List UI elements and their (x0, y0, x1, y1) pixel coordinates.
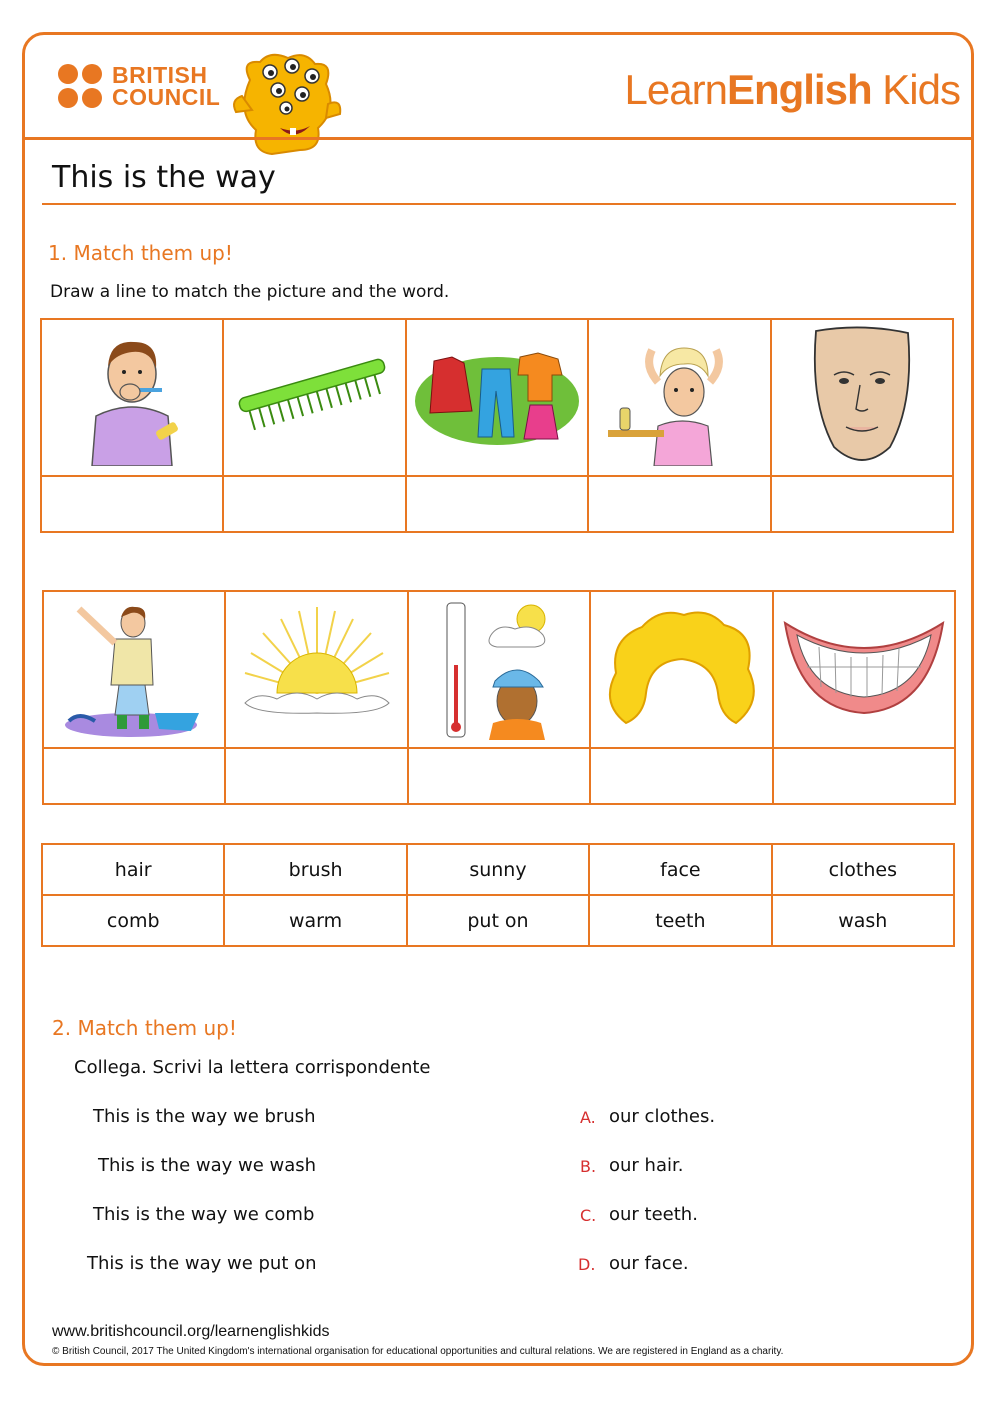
picture-cell (225, 591, 407, 748)
answer-box[interactable] (408, 748, 590, 804)
word-cell: sunny (407, 844, 589, 895)
answer-box[interactable] (771, 476, 953, 532)
option-letter: D. (578, 1255, 596, 1274)
answer-box[interactable] (41, 476, 223, 532)
sentence-start: This is the way we comb (93, 1204, 315, 1225)
picture-cell (590, 591, 772, 748)
sentence-end: our hair. (609, 1155, 684, 1176)
footer-url[interactable]: www.britishcouncil.org/learnenglishkids (52, 1323, 330, 1340)
picture-cell (408, 591, 590, 748)
footer-copyright: © British Council, 2017 The United Kingdom's international organisation for educational opportunities and cultural relations. We are registered in England as a charity. (52, 1346, 784, 1357)
header-divider (22, 137, 974, 140)
british-council-line1: BRITISH (112, 62, 208, 88)
word-cell: hair (42, 844, 224, 895)
picture-cell (41, 319, 223, 476)
picture-cell (43, 591, 225, 748)
section1-heading: 1. Match them up! (48, 241, 233, 265)
picture-cell (773, 591, 955, 748)
british-council-dots-icon (58, 64, 102, 108)
answer-box[interactable] (225, 748, 407, 804)
british-council-logo (58, 64, 220, 108)
monster-mascot-icon (230, 50, 345, 160)
sunny-icon (237, 603, 397, 733)
option-letter: A. (580, 1108, 596, 1127)
sentence-end: our clothes. (609, 1106, 716, 1127)
title-divider (42, 203, 956, 205)
picture-cell (406, 319, 588, 476)
word-cell: warm (224, 895, 406, 946)
picture-cell (588, 319, 770, 476)
face-icon (802, 323, 922, 468)
hair-icon (596, 603, 766, 733)
sentence-start: This is the way we wash (98, 1155, 317, 1176)
sentence-start: This is the way we put on (87, 1253, 317, 1274)
section2-instruction: Collega. Scrivi la lettera corrispondente (74, 1057, 431, 1078)
option-letter: B. (580, 1157, 597, 1176)
picture-grid-1 (40, 318, 954, 533)
learnenglish-kids-logo (625, 66, 960, 114)
picture-cell (223, 319, 405, 476)
answer-box[interactable] (43, 748, 225, 804)
girl-washing-hair-icon (604, 326, 754, 466)
answer-box[interactable] (406, 476, 588, 532)
answer-box[interactable] (590, 748, 772, 804)
answer-box[interactable] (223, 476, 405, 532)
answer-box[interactable] (773, 748, 955, 804)
word-cell: clothes (772, 844, 954, 895)
sentence-start: This is the way we brush (93, 1106, 316, 1127)
picture-grid-2 (42, 590, 956, 805)
option-letter: C. (580, 1206, 597, 1225)
clothes-icon (412, 341, 582, 451)
logo-english: English (726, 66, 872, 113)
sentence-end: our teeth. (609, 1204, 698, 1225)
comb-icon (230, 356, 400, 436)
answer-box[interactable] (588, 476, 770, 532)
boy-putting-on-clothes-icon (59, 595, 209, 740)
section2-heading: 2. Match them up! (52, 1016, 237, 1040)
word-cell: wash (772, 895, 954, 946)
page-title: This is the way (52, 160, 276, 195)
sentence-end: our face. (609, 1253, 689, 1274)
picture-cell (771, 319, 953, 476)
section1-instruction: Draw a line to match the picture and the word. (50, 282, 450, 302)
teeth-smile-icon (779, 613, 949, 723)
british-council-line2: COUNCIL (112, 84, 221, 110)
word-cell: comb (42, 895, 224, 946)
word-cell: put on (407, 895, 589, 946)
logo-kids: Kids (871, 66, 960, 113)
word-cell: face (589, 844, 771, 895)
boy-brushing-teeth-icon (72, 326, 192, 466)
warm-weather-icon (439, 595, 559, 740)
word-bank (41, 843, 955, 947)
logo-learn: Learn (624, 66, 727, 113)
word-cell: brush (224, 844, 406, 895)
word-cell: teeth (589, 895, 771, 946)
